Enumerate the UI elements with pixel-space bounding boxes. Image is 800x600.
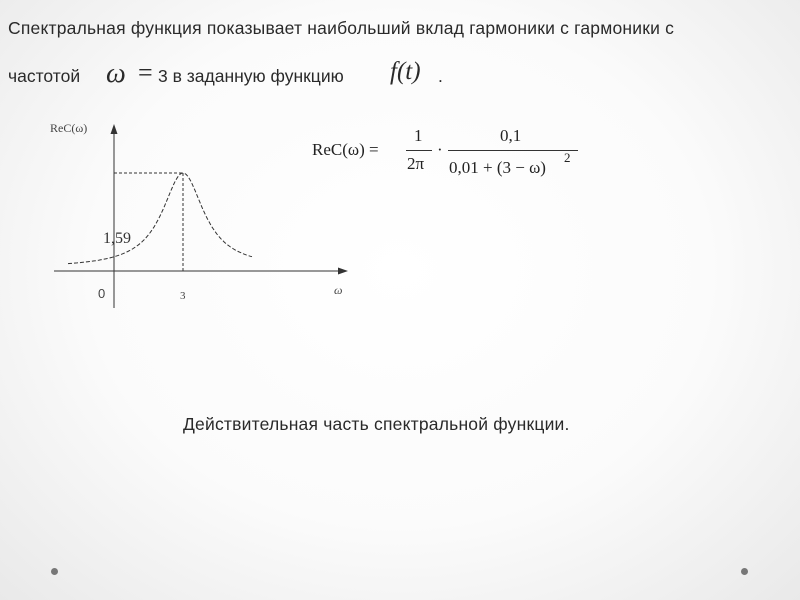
equals-symbol: =: [138, 58, 153, 87]
bullet-left: [51, 568, 58, 575]
formula-lhs: ReC(ω) =: [312, 140, 379, 159]
frac1-numerator: 1: [414, 126, 423, 145]
x-axis-label: ω: [334, 283, 343, 297]
line2-value: 3 в заданную функцию: [158, 66, 344, 86]
line2-end: .: [438, 66, 443, 86]
spectral-formula: [312, 126, 582, 196]
spectrum-curve: [68, 173, 252, 264]
frac2-bar: [448, 150, 578, 151]
peak-value-annotation: 1,59: [103, 230, 131, 247]
function-expression: f(t): [390, 58, 421, 85]
frac2-exponent: 2: [564, 150, 571, 165]
frac2-denominator: 0,01 + (3 − ω): [449, 158, 546, 177]
y-axis-arrow: [111, 124, 118, 134]
x-axis-arrow: [338, 268, 348, 275]
omega-symbol: ω: [106, 58, 126, 89]
x-tick-label-3: 3: [180, 290, 186, 302]
frac1-bar: [406, 150, 432, 151]
line2-prefix: частотой: [8, 66, 81, 86]
y-axis-label: ReC(ω): [50, 121, 88, 135]
frac2-numerator: 0,1: [500, 126, 522, 145]
frac1-denominator: 2π: [407, 154, 425, 173]
slide-text-line1: Спектральная функция показывает наибольший вклад гармоники с гармоники с: [8, 18, 675, 38]
x-tick-label-0: 0: [98, 286, 106, 301]
multiply-dot: ·: [437, 140, 443, 159]
figure-caption: Действительная часть спектральной функции.: [183, 414, 570, 434]
bullet-right: [741, 568, 748, 575]
